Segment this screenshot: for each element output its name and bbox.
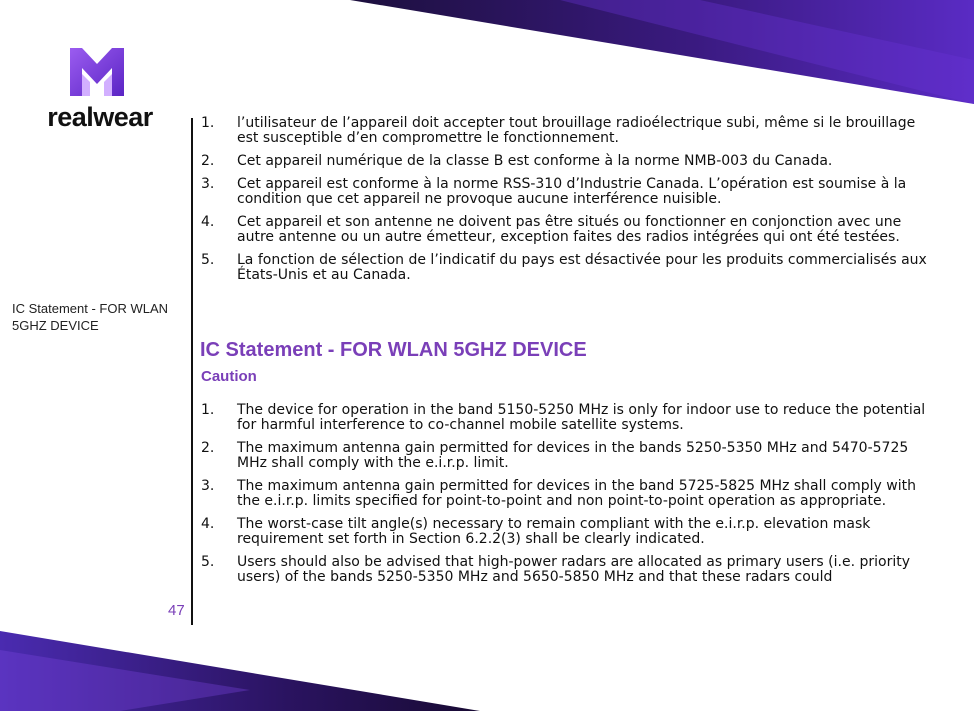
list-number: 5. [201, 554, 215, 570]
list-text: The device for operation in the band 5150-5250 MHz is only for indoor use to reduce the potential for harmful interference to co-channel mobile satellite systems. [237, 402, 926, 433]
list-number: 2. [201, 153, 215, 169]
realwear-logo-icon [68, 46, 126, 98]
list-number: 1. [201, 115, 215, 131]
list-text: Cet appareil est conforme à la norme RSS-310 d’Industrie Canada. L’opération est soumise à la condition que cet appareil ne provoque aucune interférence nuisible. [237, 176, 907, 207]
list-item [201, 154, 936, 169]
list-text: Users should also be advised that high-power radars are allocated as primary users (i.e. priority users) of the bands 5250-5350 MHz and 5650-5850 MHz and that these radars could [237, 554, 910, 585]
section-label: IC Statement - FOR WLAN 5GHZ DEVICE [12, 301, 169, 333]
list-text: Cet appareil et son antenne ne doivent pas être situés ou fonctionner en conjonction avec une autre antenne ou un autre émetteur, exception faites des radios intégrées qui ont été testées. [237, 214, 902, 245]
list-text: La fonction de sélection de l’indicatif du pays est désactivée pour les produits commercialisés aux États-Unis et au Canada. [237, 252, 927, 283]
list-item [201, 403, 936, 433]
list-item [201, 479, 936, 509]
list-text: l’utilisateur de l’appareil doit accepter tout brouillage radioélectrique subi, même si le brouillage est susceptible d’en compromettre le fonctionnement. [237, 115, 916, 146]
list-number: 2. [201, 440, 215, 456]
list-item [201, 555, 936, 585]
list-item [201, 441, 936, 471]
list-text: The worst-case tilt angle(s) necessary to remain compliant with the e.i.r.p. elevation mask requirement set forth in Section 6.2.2(3) shall be clearly indicated. [237, 516, 871, 547]
caution-list [201, 403, 936, 593]
list-item [201, 215, 936, 245]
page-number: 47 [168, 602, 185, 619]
list-number: 3. [201, 176, 215, 192]
sidebar-divider [191, 118, 193, 625]
brand-name: realwear [47, 102, 153, 132]
list-item [201, 517, 936, 547]
list-text: The maximum antenna gain permitted for devices in the band 5725-5825 MHz shall comply with the e.i.r.p. limits specified for point-to-point and non point-to-point operation as appropriate. [237, 478, 916, 509]
list-number: 4. [201, 214, 215, 230]
list-text: The maximum antenna gain permitted for devices in the bands 5250-5350 MHz and 5470-5725 MHz shall comply with the e.i.r.p. limit. [237, 440, 909, 471]
list-item [201, 177, 936, 207]
caution-subheading: Caution [201, 368, 257, 385]
list-number: 3. [201, 478, 215, 494]
list-number: 1. [201, 402, 215, 418]
list-item [201, 253, 936, 283]
list-item [201, 116, 936, 146]
list-text: Cet appareil numérique de la classe B est conforme à la norme NMB-003 du Canada. [237, 153, 833, 169]
list-number: 5. [201, 252, 215, 268]
section-heading: IC Statement - FOR WLAN 5GHZ DEVICE [200, 339, 587, 361]
french-notice-list [201, 116, 936, 291]
list-number: 4. [201, 516, 215, 532]
